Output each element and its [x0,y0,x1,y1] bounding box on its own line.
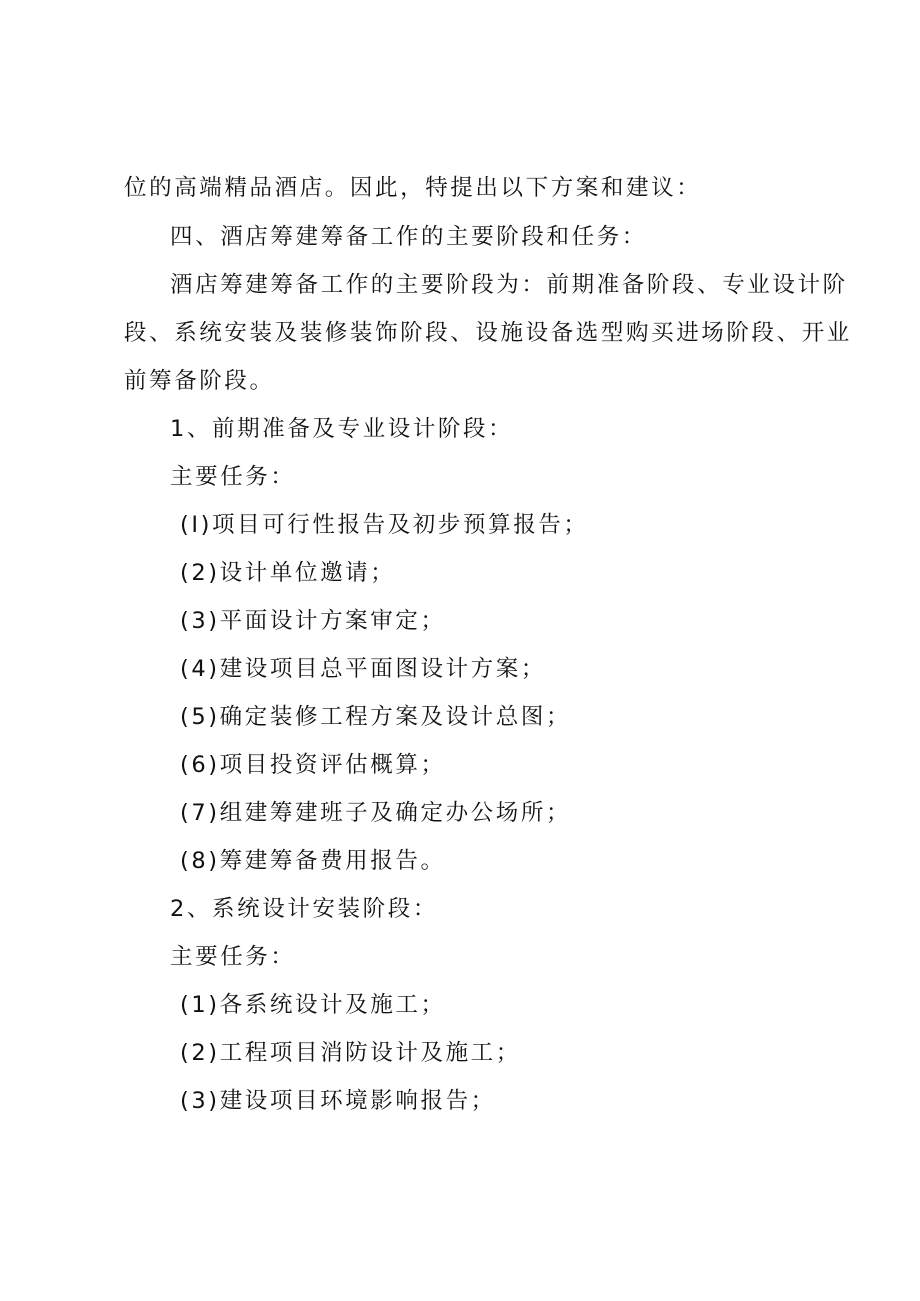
paragraph-line-stages-3: 前筹备阶段。 [124,368,275,394]
list-item: (5)确定装修工程方案及设计总图； [180,704,572,730]
paragraph-line-stages-2: 段、系统安装及装修装饰阶段、设施设备选型购买进场阶段、开业 [124,320,852,346]
list-item: (8)筹建筹备费用报告。 [180,848,446,874]
paragraph-line-stages-1: 酒店筹建筹备工作的主要阶段为：前期准备阶段、专业设计阶 [170,272,848,298]
list-item: (1)各系统设计及施工； [180,992,446,1018]
list-item: (3)建设项目环境影响报告； [180,1088,496,1114]
tasks-label-2: 主要任务： [170,944,296,970]
list-item: (2)工程项目消防设计及施工； [180,1040,521,1066]
list-item: (2)设计单位邀请； [180,560,396,586]
list-item: (6)项目投资评估概算； [180,752,446,778]
list-item: (4)建设项目总平面图设计方案； [180,656,546,682]
tasks-label-1: 主要任务： [170,464,296,490]
subsection-heading-1: 1、前期准备及专业设计阶段： [170,416,514,442]
subsection-heading-2: 2、系统设计安装阶段： [170,896,438,922]
section-heading-4: 四、酒店筹建筹备工作的主要阶段和任务： [170,224,647,250]
list-item: (I)项目可行性报告及初步预算报告； [180,512,589,538]
list-item: (3)平面设计方案审定； [180,608,446,634]
list-item: (7)组建筹建班子及确定办公场所； [180,800,572,826]
paragraph-line-intro-end: 位的高端精品酒店。因此，特提出以下方案和建议： [124,175,702,201]
